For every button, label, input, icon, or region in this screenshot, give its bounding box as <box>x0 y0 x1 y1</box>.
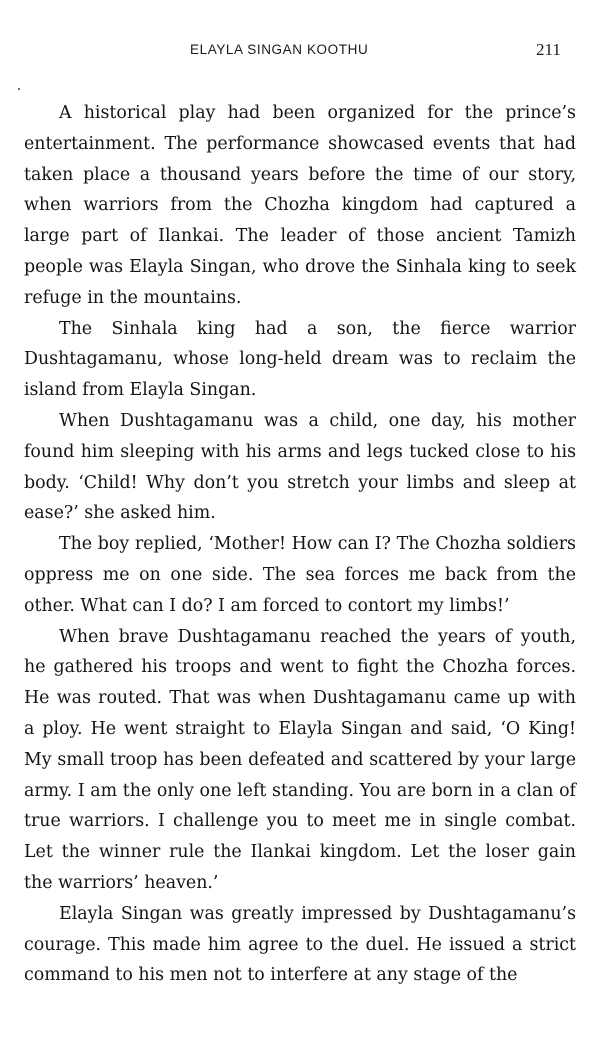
page-header <box>0 40 600 70</box>
paragraph-6: Elayla Singan was greatly impressed by Dushtagamanu’s courage. This made him agree to the duel. He issued a strict command to his men not to interfere at any stage of the <box>24 903 576 986</box>
body-text <box>24 98 576 991</box>
running-head: ELAYLA SINGAN KOOTHU <box>190 42 369 57</box>
paragraph-5: When brave Dushtagamanu reached the years of youth, he gathered his troops and went to fight the Chozha forces. He was routed. That was when Dushtagamanu came up with a ploy. He went straight to Elayla Singan and said, ‘O King! My small troop has been defeated and scattered by your large army. I am the only one left standing. You are born in a clan of true warriors. I challenge you to meet me in single combat. Let the winner rule the Ilankai kingdom. Let the loser gain the warriors’ heaven.’ <box>24 626 576 893</box>
paragraph-4: The boy replied, ‘Mother! How can I? The Chozha soldiers oppress me on one side. The sea forces me back from the other. What can I do? I am forced to contort my limbs!’ <box>24 534 576 616</box>
page-number: 211 <box>536 40 561 59</box>
scan-speck <box>18 88 20 90</box>
paragraph-3: When Dushtagamanu was a child, one day, his mother found him sleeping with his arms and legs tucked close to his body. ‘Child! Why don’t you stretch your limbs and sleep at ease?’ she asked him. <box>24 410 576 524</box>
paragraph-2: The Sinhala king had a son, the fierce warrior Dushtagamanu, whose long-held dream was to reclaim the island from Elayla Singan. <box>24 318 576 401</box>
paragraph-1: A historical play had been organized for the prince’s entertainment. The performance showcased events that had taken place a thousand years before the time of our story, when warriors from the Chozha kingdom had captured a large part of Ilankai. The leader of those ancient Tamizh people was Elayla Singan, who drove the Sinhala king to seek refuge in the mountains. <box>24 103 576 308</box>
